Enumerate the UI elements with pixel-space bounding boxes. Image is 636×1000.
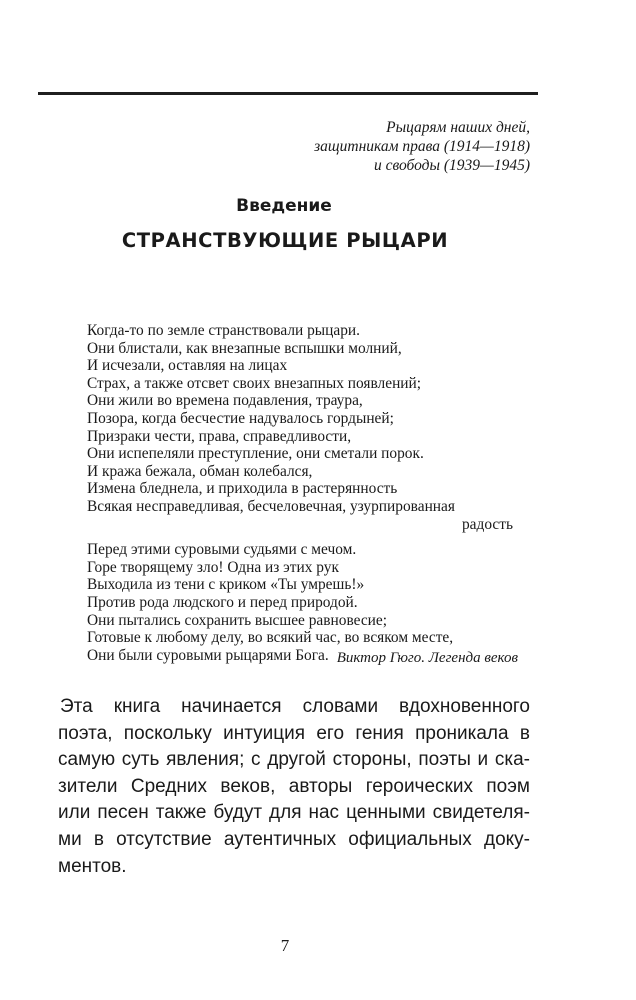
top-rule xyxy=(38,92,538,95)
poem-line: Позора, когда бесчестие надувалось гордыней; xyxy=(87,409,394,427)
dedication xyxy=(314,118,530,175)
paragraph-line: самую суть явления; с другой стороны, поэты и ска- xyxy=(58,749,530,771)
stanza-gap xyxy=(87,533,519,541)
body-paragraph xyxy=(58,694,530,880)
dedication-line: защитникам права (1914—1918) xyxy=(314,138,530,155)
poem-line: Они блистали, как внезапные вспышки молний, xyxy=(87,339,402,357)
paragraph-line: или песен также будут для нас ценными свидетеля- xyxy=(58,802,530,824)
paragraph-line: зители Средних веков, авторы героических поэм xyxy=(58,775,530,797)
poem-line: И исчезали, оставляя на лицах xyxy=(87,357,288,375)
paragraph-line: ментов. xyxy=(58,855,127,877)
page-number: 7 xyxy=(280,936,290,955)
chapter-title: СТРАНСТВУЮЩИЕ РЫЦАРИ xyxy=(121,229,449,252)
poem-line: Горе творящему зло! Одна из этих рук xyxy=(87,558,339,576)
epigraph-attribution: Виктор Гюго. Легенда веков xyxy=(336,650,518,666)
poem-line: Призраки чести, права, справедливости, xyxy=(87,427,352,445)
poem-line: Они были суровыми рыцарями Бога. xyxy=(87,646,329,664)
poem-line: Они пытались сохранить высшее равновесие; xyxy=(87,611,388,629)
intro-label: Введение xyxy=(236,196,332,216)
poem-line: Перед этими суровыми судьями с мечом. xyxy=(87,541,357,559)
poem-line: И кража бежала, обман колебался, xyxy=(87,462,313,480)
poem-line: Против рода людского и перед природой. xyxy=(87,593,358,611)
poem-line: Всякая несправедливая, бесчеловечная, узурпированная xyxy=(87,497,455,515)
dedication-line: Рыцарям наших дней, xyxy=(386,119,530,136)
paragraph-line: поэта, поскольку интуиция его гения проникала в xyxy=(58,722,530,744)
poem-line: Выходила из тени с криком «Ты умрешь!» xyxy=(87,576,365,594)
poem-line: Готовые к любому делу, во всякий час, во всяком месте, xyxy=(87,629,454,647)
poem-line: Они испепеляли преступление, они сметали порок. xyxy=(87,445,424,463)
poem-line-continuation: радость xyxy=(461,515,513,533)
paragraph-line: ми в отсутствие аутентичных официальных доку- xyxy=(58,828,530,850)
dedication-line: и свободы (1939—1945) xyxy=(373,157,530,174)
epigraph-poem xyxy=(87,322,519,664)
poem-line: Они жили во времена подавления, траура, xyxy=(87,392,363,410)
poem-line: Измена бледнела, и приходила в растерянность xyxy=(87,480,398,498)
poem-line: Страх, а также отсвет своих внезапных появлений; xyxy=(87,374,422,392)
paragraph-line: Эта книга начинается словами вдохновенного xyxy=(60,696,530,717)
poem-line: Когда-то по земле странствовали рыцари. xyxy=(87,322,360,339)
